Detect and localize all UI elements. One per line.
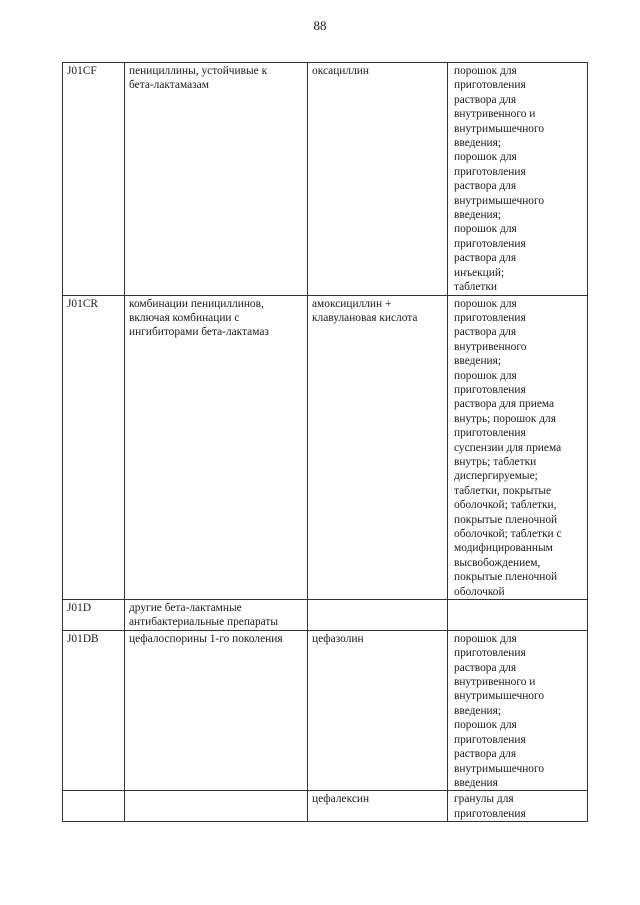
- atc-code-cell: J01CR: [63, 295, 125, 600]
- table-row: [63, 791, 588, 822]
- group-cell: цефалоспорины 1-го поколения: [125, 630, 308, 790]
- drug-name-cell: цефалексин: [308, 791, 448, 822]
- drug-name-cell: амоксициллин + клавулановая кислота: [308, 295, 448, 600]
- group-cell: комбинации пенициллинов, включая комбинации с ингибиторами бета-лактамаз: [125, 295, 308, 600]
- group-cell: другие бета-лактамные антибактериальные препараты: [125, 600, 308, 631]
- group-cell: [125, 791, 308, 822]
- dosage-form-cell: порошок для приготовления раствора для внутривенного и внутримышечного введения; порошок для приготовления раствора для внутримышечного введения; порошок для приготовления раствора для инъекций; таблетки: [448, 63, 588, 296]
- dosage-form-cell: порошок для приготовления раствора для внутривенного и внутримышечного введения; порошок для приготовления раствора для внутримышечного введения: [448, 630, 588, 790]
- atc-code-cell: J01DB: [63, 630, 125, 790]
- dosage-form-cell: порошок для приготовления раствора для внутривенного введения; порошок для приготовления раствора для приема внутрь; порошок для приготовления суспензии для приема внутрь; таблетки диспергируемые; таблетки, покрытые оболочкой; таблетки, покрытые пленочной оболочкой; таблетки с модифицированным высвобождением, покрытые пленочной оболочкой: [448, 295, 588, 600]
- atc-code-cell: J01D: [63, 600, 125, 631]
- table-row: [63, 295, 588, 600]
- dosage-form-cell: [448, 600, 588, 631]
- atc-code-cell: J01CF: [63, 63, 125, 296]
- drug-name-cell: цефазолин: [308, 630, 448, 790]
- drug-name-cell: оксациллин: [308, 63, 448, 296]
- group-cell: пенициллины, устойчивые к бета-лактамазам: [125, 63, 308, 296]
- page-number: 88: [313, 18, 327, 33]
- drug-name-cell: [308, 600, 448, 631]
- table-row: [63, 63, 588, 296]
- table-row: [63, 630, 588, 790]
- atc-code-cell: [63, 791, 125, 822]
- table-row: [63, 600, 588, 631]
- drug-table: [62, 62, 588, 822]
- dosage-form-cell: гранулы для приготовления: [448, 791, 588, 822]
